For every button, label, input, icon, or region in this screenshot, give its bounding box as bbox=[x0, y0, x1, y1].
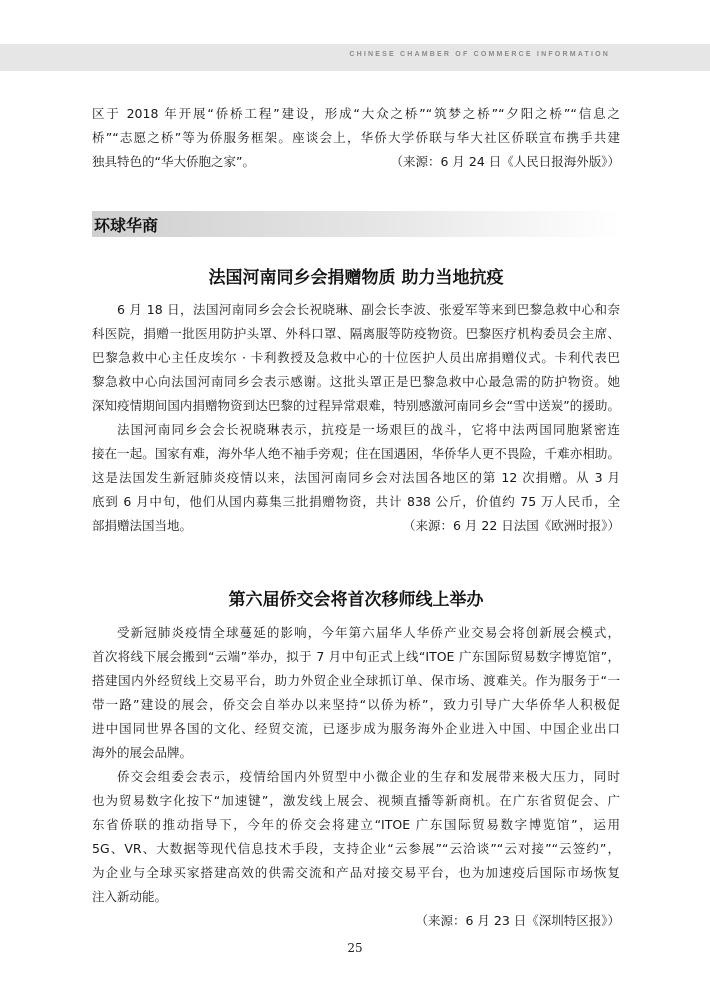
section-title: 环球华商 bbox=[94, 216, 159, 235]
paragraph-line: 搭建国内外经贸线上交易平台，助力外贸企业全球抓订单、保市场、渡难关。作为服务于“一 bbox=[92, 673, 620, 688]
article-title: 第六届侨交会将首次移师线上举办 bbox=[228, 590, 484, 610]
paragraph-line: 带一路”建设的展会，侨交会自举办以来坚持“以侨为桥”，致力引导广大华侨华人积极促 bbox=[92, 697, 620, 712]
paragraph-line: 受新冠肺炎疫情全球蔓延的影响，今年第六届华人华侨产业交易会将创新展会模式， bbox=[117, 625, 620, 640]
paragraph-line: 海外的展会品牌。 bbox=[92, 745, 193, 760]
paragraph-line: 科医院，捐赠一批医用防护头罩、外科口罩、隔离服等防疫物资。巴黎医疗机构委员会主席、 bbox=[92, 326, 620, 341]
article-title: 法国河南同乡会捐赠物质 助力当地抗疫 bbox=[208, 268, 504, 288]
paragraph-line: 部捐赠法国当地。 （来源：6 月 22 日法国《欧洲时报》） bbox=[92, 514, 620, 538]
paragraph-line: 底到 6 月中旬，他们从国内募集三批捐赠物资，共计 838 公斤，价值约 75 万人民币，全 bbox=[92, 494, 620, 509]
intro-line: 独具特色的“华大侨胞之家”。 （来源：6 月 24 日《人民日报海外版》） bbox=[92, 150, 620, 174]
paragraph-line: 为企业与全球买家搭建高效的供需交流和产品对接交易平台，也为加速疫后国际市场恢复 bbox=[92, 865, 620, 880]
paragraph-line: 首次将线下展会搬到“云端”举办，拟于 7 月中旬正式上线“ITOE 广东国际贸易数字博览馆”， bbox=[92, 649, 620, 664]
paragraph-line: 接在一起。国家有难，海外华人绝不袖手旁观；住在国遇困，华侨华人更不畏险，千难亦相助。 bbox=[92, 446, 620, 461]
intro-line: 区于 2018 年开展“侨桥工程”建设，形成“大众之桥”“筑梦之桥”“夕阳之桥”“信息之 bbox=[92, 106, 620, 121]
paragraph-line: 注入新动能。 bbox=[92, 889, 168, 904]
paragraph-line: 法国河南同乡会会长祝晓琳表示，抗疫是一场艰巨的战斗，它将中法两国同胞紧密连 bbox=[117, 422, 620, 437]
paragraph-line: 黎急救中心向法国河南同乡会表示感谢。这批头罩正是巴黎急救中心最急需的防护物资。她 bbox=[92, 374, 620, 389]
paragraph-line: 侨交会组委会表示，疫情给国内外贸型中小微企业的生存和发展带来极大压力，同时 bbox=[117, 769, 620, 784]
running-header: CHINESE CHAMBER OF COMMERCE INFORMATION bbox=[349, 51, 610, 58]
section-bar bbox=[92, 211, 620, 237]
source-citation: （来源：6 月 23 日《深圳特区报》） bbox=[415, 913, 620, 928]
paragraph-line: 5G、VR、大数据等现代信息技术手段，支持企业“云参展”“云洽谈”“云对接”“云签约”， bbox=[92, 841, 620, 856]
source-citation: （来源：6 月 24 日《人民日报海外版》） bbox=[390, 154, 620, 169]
paragraph-line: 东省侨联的推动指导下，今年的侨交会将建立“ITOE 广东国际贸易数字博览馆”，运用 bbox=[92, 817, 620, 832]
paragraph-line: 6 月 18 日，法国河南同乡会会长祝晓琳、副会长李波、张爱军等来到巴黎急救中心和奈 bbox=[117, 302, 620, 317]
intro-block bbox=[92, 102, 620, 174]
page-number: 25 bbox=[347, 941, 363, 955]
article-body bbox=[92, 621, 620, 933]
paragraph-line: 也为贸易数字化按下“加速键”，激发线上展会、视频直播等新商机。在广东省贸促会、广 bbox=[92, 793, 620, 808]
paragraph-line: 进中国同世界各国的文化、经贸交流，已逐步成为服务海外企业进入中国、中国企业出口 bbox=[92, 721, 620, 736]
paragraph-line: 巴黎急救中心主任皮埃尔 · 卡利教授及急救中心的十位医护人员出席捐赠仪式。卡利代表巴 bbox=[92, 350, 620, 365]
paragraph-line: 深知疫情期间国内捐赠物资到达巴黎的过程异常艰难，特别感激河南同乡会“雪中送炭”的援助。 bbox=[92, 398, 620, 413]
article-body bbox=[92, 298, 620, 538]
source-citation: （来源：6 月 22 日法国《欧洲时报》） bbox=[402, 518, 620, 533]
paragraph-line: 这是法国发生新冠肺炎疫情以来，法国河南同乡会对法国各地区的第 12 次捐赠。从 3 月 bbox=[92, 470, 620, 485]
intro-line: 桥”“志愿之桥”等为侨服务框架。座谈会上，华侨大学侨联与华大社区侨联宣布携手共建 bbox=[92, 130, 620, 145]
